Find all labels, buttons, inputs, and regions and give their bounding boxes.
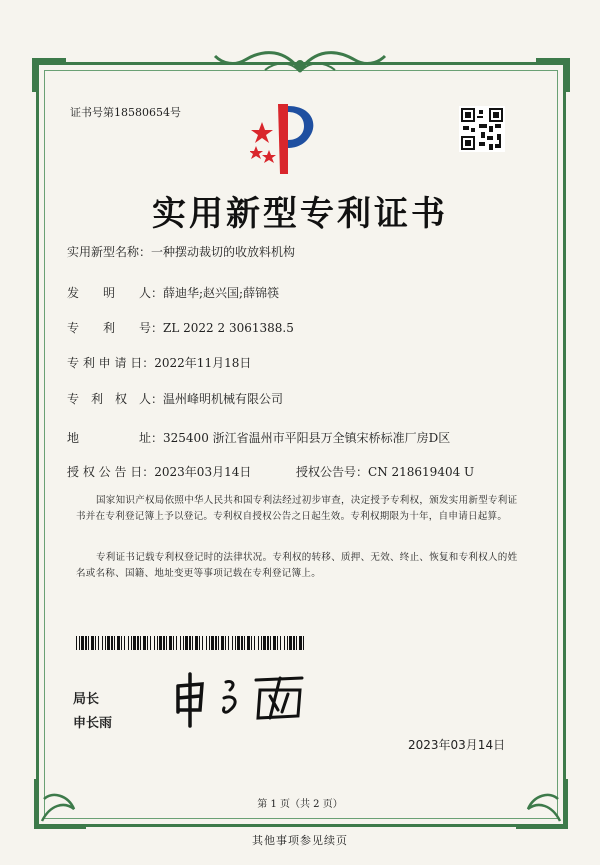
patent-number-row (67, 319, 294, 336)
legal-status-paragraph: 专利证书记载专利权登记时的法律状况。专利权的转移、质押、无效、终止、恢复和专利权人的姓名或名称、国籍、地址变更等事项记载在专利登记簿上。 (76, 552, 518, 579)
page-number: 第 1 页（共 2 页） (257, 799, 343, 810)
filing-date-row (67, 354, 251, 371)
handwritten-signature (170, 668, 310, 728)
top-ornament (205, 40, 395, 80)
grant-number-value: CN 218619404 U (368, 465, 475, 479)
signature-date: 2023年03月14日 (408, 738, 506, 752)
cnipa-logo (250, 96, 320, 176)
grant-number-row (296, 463, 474, 480)
continuation-note: 其他事项参见续页 (252, 834, 348, 847)
qr-code (459, 106, 505, 152)
utility-model-name-row (67, 243, 295, 260)
patent-number-label: 专 利 号： (67, 321, 164, 335)
address-row (67, 429, 450, 446)
filing-date-label: 专 利 申 请 日： (67, 356, 155, 370)
utility-model-name-value: 一种摆动裁切的收放料机构 (151, 245, 296, 259)
director-title: 局长 (73, 692, 100, 707)
corner-ornament-top-left (30, 56, 70, 96)
corner-ornament-top-right (532, 56, 572, 96)
certificate-number: 证书号第18580654号 (70, 106, 181, 119)
inventor-label: 发 明 人： (67, 286, 164, 300)
patentee-row (67, 390, 283, 407)
document-title: 实用新型专利证书 (152, 194, 448, 234)
grant-statement-paragraph: 国家知识产权局依照中华人民共和国专利法经过初步审查，决定授予专利权，颁发实用新型专利证书并在专利登记簿上予以登记。专利权自授权公告之日起生效。专利权期限为十年，自申请日起算。 (76, 495, 518, 522)
patentee-value: 温州峰明机械有限公司 (163, 392, 284, 406)
address-label: 地 址： (67, 431, 164, 445)
address-value: 325400 浙江省温州市平阳县万全镇宋桥标准厂房D区 (163, 431, 451, 445)
grant-number-label: 授权公告号： (296, 465, 369, 479)
grant-date-value: 2023年03月14日 (154, 465, 252, 479)
inventor-row (67, 284, 279, 301)
barcode (76, 636, 308, 650)
patentee-label: 专 利 权 人： (67, 392, 164, 406)
utility-model-name-label: 实用新型名称： (67, 245, 152, 259)
filing-date-value: 2022年11月18日 (154, 356, 252, 370)
inventor-value: 薛迪华;赵兴国;薛锦筷 (163, 286, 280, 300)
director-name: 申长雨 (73, 716, 113, 731)
patent-number-value: ZL 2022 2 3061388.5 (163, 321, 294, 335)
grant-date-label: 授 权 公 告 日： (67, 465, 155, 479)
grant-date-row (67, 463, 251, 480)
